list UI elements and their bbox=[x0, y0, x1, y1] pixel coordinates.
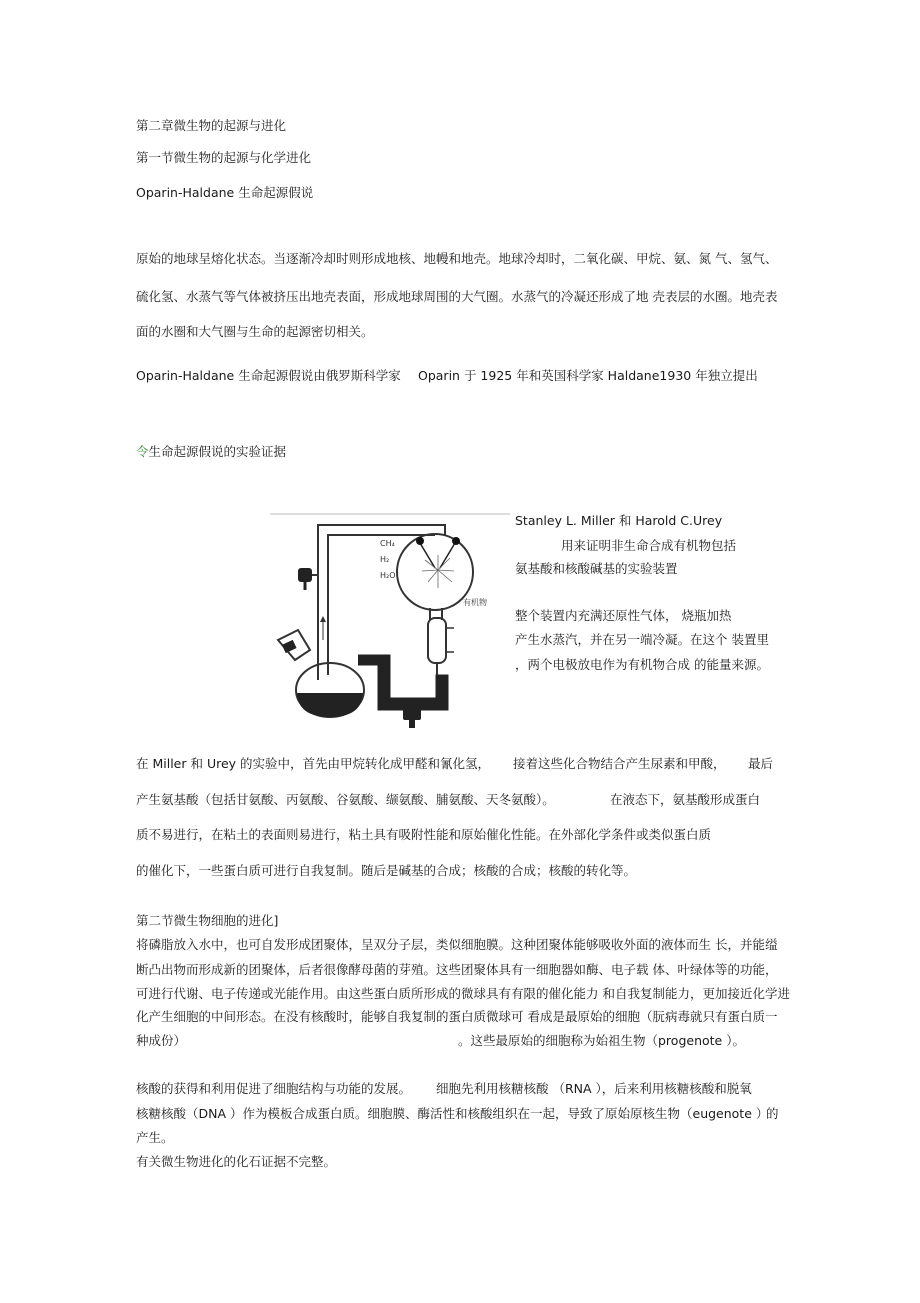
paragraph-line: 产生。 bbox=[136, 1130, 174, 1145]
figure-description-line: ，两个电极放电作为有机物合成 的能量来源。 bbox=[515, 657, 769, 672]
paragraph-line: 核酸的获得和利用促进了细胞结构与功能的发展。 bbox=[136, 1081, 412, 1096]
diamond-bullet-icon: 令 bbox=[136, 444, 149, 459]
miller-urey-apparatus-figure bbox=[270, 510, 510, 740]
chapter-title: 第二章微生物的起源与进化 bbox=[136, 118, 287, 133]
figure-description-line: 产生水蒸汽，并在另一端冷凝。在这个 装置里 bbox=[515, 632, 769, 647]
paragraph-line: 面的水圈和大气圈与生命的起源密切相关。 bbox=[136, 324, 374, 339]
paragraph-line: 种成份） bbox=[136, 1033, 187, 1048]
hypothesis-title: Oparin-Haldane 生命起源假说 bbox=[136, 185, 314, 200]
proposal-text-2: Oparin 于 1925 年和英国科学家 Haldane1930 年独立提出 bbox=[418, 368, 758, 383]
paragraph-line: 细胞先利用核糖核酸 （RNA ），后来利用核糖核酸和脱氧 bbox=[436, 1081, 752, 1096]
paragraph-line: 最后 bbox=[748, 756, 774, 771]
h2o-label: H₂O bbox=[380, 571, 396, 580]
paragraph-line: 的 bbox=[766, 1106, 779, 1121]
organics-label: 有机物 bbox=[463, 598, 487, 607]
paragraph-line: 产生氨基酸（包括甘氨酸、丙氨酸、谷氨酸、缬氨酸、脯氨酸、天冬氨酸）。 bbox=[136, 792, 555, 807]
paragraph-line: 在液态下，氨基酸形成蛋白 bbox=[610, 792, 761, 807]
section-title: 第一节微生物的起源与化学进化 bbox=[136, 150, 312, 165]
evidence-heading bbox=[136, 443, 286, 461]
paragraph-line: 核糖核酸（DNA ）作为模板合成蛋白质。细胞膜、酶活性和核酸组织在一起，导致了原始原核生物（eugenote ） bbox=[136, 1106, 769, 1121]
paragraph-line: 化产生细胞的中间形态。在没有核酸时，能够自我复制的蛋白质微球可 看成是最原始的细胞（朊病毒就只有蛋白质一 bbox=[136, 1009, 778, 1024]
paragraph-line: 将磷脂放入水中，也可自发形成团聚体，呈双分子层，类似细胞膜。这种团聚体能够吸收外面的液体而生 长，并能缢 bbox=[136, 937, 778, 952]
paragraph-line: 。这些最原始的细胞称为始祖生物（progenote ）。 bbox=[458, 1033, 745, 1048]
paragraph-line: 可进行代谢、电子传递或光能作用。由这些蛋白质所形成的微球具有有限的催化能力 和自我复制能力，更加接近化学进 bbox=[136, 986, 790, 1001]
proposal-text: Oparin-Haldane 生命起源假说由俄罗斯科学家 bbox=[136, 368, 401, 383]
section2-title: 第二节微生物细胞的进化] bbox=[136, 913, 279, 928]
paragraph-line: 有关微生物进化的化石证据不完整。 bbox=[136, 1154, 337, 1169]
figure-caption-line: 氨基酸和核酸碱基的实验装置 bbox=[515, 561, 678, 576]
paragraph-line: 在 Miller 和 Urey 的实验中，首先由甲烷转化成甲醛和氰化氢， bbox=[136, 756, 491, 771]
paragraph-line: 硫化氢、水蒸气等气体被挤压出地壳表面，形成地球周围的大气圈。水蒸气的冷凝还形成了地 壳表层的水圈。地壳表 bbox=[136, 289, 778, 304]
paragraph-line: 断凸出物而形成新的团聚体，后者很像酵母菌的芽殖。这些团聚体具有一细胞器如酶、电子载 体、叶绿体等的功能， bbox=[136, 962, 778, 977]
paragraph-line: 质不易进行，在粘土的表面则易进行，粘土具有吸附性能和原始催化性能。在外部化学条件或类似蛋白质 bbox=[136, 827, 712, 842]
ch4-label: CH₄ bbox=[380, 539, 395, 548]
figure-description-line: 整个装置内充满还原性气体， 烧瓶加热 bbox=[515, 608, 732, 623]
paragraph-line: 原始的地球呈熔化状态。当逐渐冷却时则形成地核、地幔和地壳。地球冷却时，二氧化碳、甲烷、氨、氮 气、氢气、 bbox=[136, 251, 778, 266]
figure-caption-line: 用来证明非生命合成有机物包括 bbox=[561, 538, 737, 553]
paragraph-line: 接着这些化合物结合产生尿素和甲酸， bbox=[513, 756, 726, 771]
figure-caption-line: Stanley L. Miller 和 Harold C.Urey bbox=[515, 513, 723, 528]
h2-label: H₂ bbox=[380, 555, 390, 564]
evidence-title: 生命起源假说的实验证据 bbox=[148, 444, 287, 459]
paragraph-line: 的催化下，一些蛋白质可进行自我复制。随后是碱基的合成；核酸的合成；核酸的转化等。 bbox=[136, 863, 637, 878]
